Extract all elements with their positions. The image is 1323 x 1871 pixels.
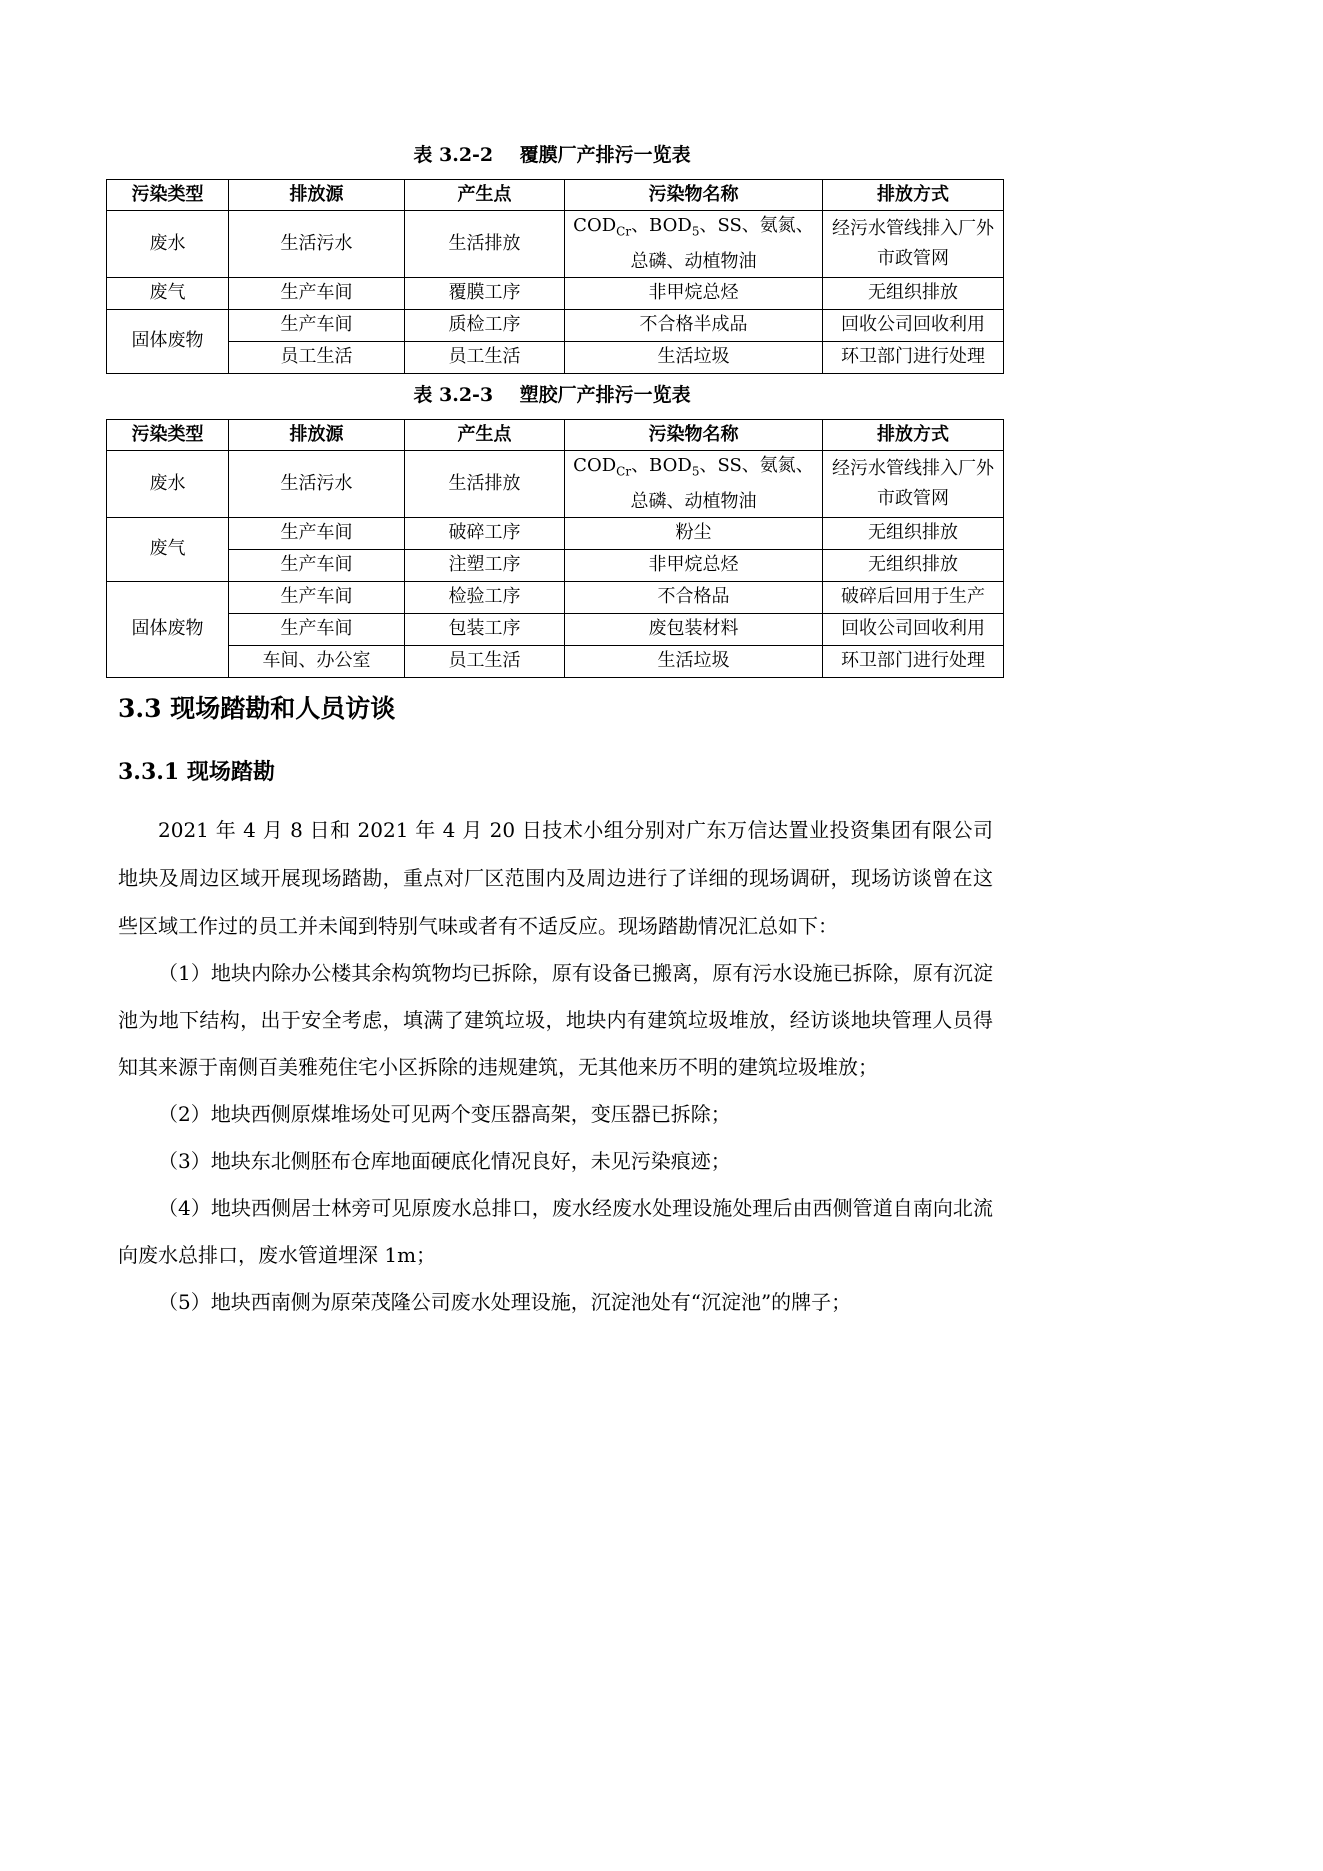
discharge-method-cell: 回收公司回收利用 <box>823 613 1004 645</box>
column-header: 污染类型 <box>107 420 229 451</box>
table-caption: 表 3.2-2 覆膜厂产排污一览表 <box>413 144 691 166</box>
pollution-table-plastic-factory <box>106 419 1004 678</box>
pollution-table-film-factory <box>106 179 1004 374</box>
pollutant-name-cell: 生活垃圾 <box>565 341 823 373</box>
pollutant-name-cell: 粉尘 <box>565 517 823 549</box>
table-header-row <box>107 420 1004 451</box>
pollution-type-cell: 废水 <box>107 451 229 518</box>
section-heading: 3.3 现场踏勘和人员访谈 <box>118 694 396 723</box>
emission-source-cell: 车间、办公室 <box>229 645 405 677</box>
table-row <box>107 581 1004 613</box>
pollution-type-cell: 固体废物 <box>107 309 229 373</box>
table-row <box>107 645 1004 677</box>
pollutant-name-cell: 不合格半成品 <box>565 309 823 341</box>
column-header: 排放源 <box>229 420 405 451</box>
generation-point-cell: 破碎工序 <box>405 517 565 549</box>
table-row <box>107 211 1004 278</box>
column-header: 产生点 <box>405 180 565 211</box>
discharge-method-cell: 无组织排放 <box>823 517 1004 549</box>
subsection-heading: 3.3.1 现场踏勘 <box>118 759 275 785</box>
pollution-type-cell: 废气 <box>107 517 229 581</box>
emission-source-cell: 生活污水 <box>229 451 405 518</box>
discharge-method-cell: 环卫部门进行处理 <box>823 341 1004 373</box>
column-header: 排放方式 <box>823 180 1004 211</box>
table-row <box>107 517 1004 549</box>
generation-point-cell: 生活排放 <box>405 451 565 518</box>
column-header: 排放方式 <box>823 420 1004 451</box>
emission-source-cell: 员工生活 <box>229 341 405 373</box>
paragraph: （3）地块东北侧胚布仓库地面硬底化情况良好，未见污染痕迹； <box>158 1149 731 1173</box>
pollutant-name-cell: 废包装材料 <box>565 613 823 645</box>
emission-source-cell: 生产车间 <box>229 581 405 613</box>
pollutant-name-cell: 非甲烷总烃 <box>565 277 823 309</box>
table-caption: 表 3.2-3 塑胶厂产排污一览表 <box>413 384 691 406</box>
table-row <box>107 341 1004 373</box>
table-row <box>107 549 1004 581</box>
paragraph: （1）地块内除办公楼其余构筑物均已拆除，原有设备已搬离，原有污水设施已拆除，原有沉淀池为地下结构，出于安全考虑，填满了建筑垃圾，地块内有建筑垃圾堆放，经访谈地块管理人员得知其来源于南侧百美雅苑住宅小区拆除的违规建筑，无其他来历不明的建筑垃圾堆放； <box>118 961 993 1079</box>
discharge-method-cell: 回收公司回收利用 <box>823 309 1004 341</box>
emission-source-cell: 生产车间 <box>229 613 405 645</box>
emission-source-cell: 生活污水 <box>229 211 405 278</box>
table-header-row <box>107 180 1004 211</box>
discharge-method-cell: 环卫部门进行处理 <box>823 645 1004 677</box>
table-row <box>107 309 1004 341</box>
discharge-method-cell: 经污水管线排入厂外市政管网 <box>823 451 1004 518</box>
table-row <box>107 613 1004 645</box>
pollution-type-cell: 废水 <box>107 211 229 278</box>
generation-point-cell: 质检工序 <box>405 309 565 341</box>
generation-point-cell: 生活排放 <box>405 211 565 278</box>
pollutant-name-cell: 非甲烷总烃 <box>565 549 823 581</box>
table-row <box>107 451 1004 518</box>
pollutant-name-cell: $COD_{Cr}$、$BOD_5$、SS、氨氮、 总磷、动植物油 <box>565 211 823 278</box>
paragraph: （5）地块西南侧为原荣茂隆公司废水处理设施，沉淀池处有“沉淀池”的牌子； <box>158 1290 852 1314</box>
pollutant-name-cell: $COD_{Cr}$、$BOD_5$、SS、氨氮、 总磷、动植物油 <box>565 451 823 518</box>
emission-source-cell: 生产车间 <box>229 277 405 309</box>
paragraph: 2021 年 4 月 8 日和 2021 年 4 月 20 日技术小组分别对广东万信达置业投资集团有限公司地块及周边区域开展现场踏勘，重点对厂区范围内及周边进行了详细的现场调研，现场访谈曾在这些区域工作过的员工并未闻到特别气味或者有不适反应。现场踏勘情况汇总如下： <box>118 818 993 938</box>
emission-source-cell: 生产车间 <box>229 309 405 341</box>
pollution-type-cell: 废气 <box>107 277 229 309</box>
emission-source-cell: 生产车间 <box>229 517 405 549</box>
generation-point-cell: 包装工序 <box>405 613 565 645</box>
column-header: 污染类型 <box>107 180 229 211</box>
pollutant-name-cell: 生活垃圾 <box>565 645 823 677</box>
generation-point-cell: 员工生活 <box>405 341 565 373</box>
pollution-type-cell: 固体废物 <box>107 581 229 677</box>
emission-source-cell: 生产车间 <box>229 549 405 581</box>
discharge-method-cell: 破碎后回用于生产 <box>823 581 1004 613</box>
discharge-method-cell: 无组织排放 <box>823 549 1004 581</box>
generation-point-cell: 注塑工序 <box>405 549 565 581</box>
discharge-method-cell: 无组织排放 <box>823 277 1004 309</box>
body-text <box>118 806 993 1326</box>
table-row <box>107 277 1004 309</box>
column-header: 污染物名称 <box>565 420 823 451</box>
paragraph: （2）地块西侧原煤堆场处可见两个变压器高架，变压器已拆除； <box>158 1102 731 1126</box>
column-header: 排放源 <box>229 180 405 211</box>
generation-point-cell: 检验工序 <box>405 581 565 613</box>
paragraph: （4）地块西侧居士林旁可见原废水总排口，废水经废水处理设施处理后由西侧管道自南向北流向废水总排口，废水管道埋深 1m； <box>118 1196 993 1267</box>
column-header: 污染物名称 <box>565 180 823 211</box>
column-header: 产生点 <box>405 420 565 451</box>
generation-point-cell: 员工生活 <box>405 645 565 677</box>
generation-point-cell: 覆膜工序 <box>405 277 565 309</box>
pollutant-name-cell: 不合格品 <box>565 581 823 613</box>
discharge-method-cell: 经污水管线排入厂外市政管网 <box>823 211 1004 278</box>
